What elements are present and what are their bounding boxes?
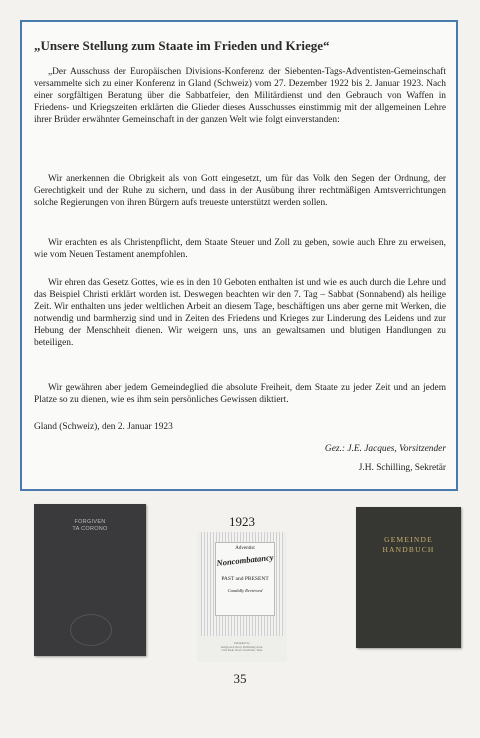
signature-prefix: Gez.:: [324, 444, 345, 454]
signature-chairman-name: J.E. Jacques, Vorsitzender: [347, 444, 446, 454]
book-right-title: GEMEINDE HANDBUCH: [382, 535, 435, 554]
paragraph-intro: „Der Ausschuss der Europäischen Divisions-Konferenz der Siebenten-Tags-Adventisten-Gemeinschaft versammelte sich zu einer Konferenz in Gland (Schweiz) vom 27. Dezember 1922 bis 2. Januar 1923. Nach einer sorgfältigen Beratung über die Sabbatfeier, den Militärdienst und den Gebrauch von Waffen in Friedens- und Kriegszeiten erklärten die Glieder dieses Ausschusses einstimmig mit der allgemeinen Lehre ihrer Brüder erwähnter Gemeinschaft in der ganzen Welt wie folgt einverstanden:: [34, 67, 446, 125]
cover-publisher: Published by Religious Liberty Publishing Assn. 1104 Main Street, Nashville, Tenn.: [220, 641, 263, 653]
place-date: Gland (Schweiz), den 2. Januar 1923: [34, 422, 173, 432]
cover-line-past-present: PAST and PRESENT: [221, 576, 269, 582]
book-left-title: FORGIVEN TA CORONO: [72, 519, 108, 532]
paragraph-authority: Wir anerkennen die Obrigkeit als von Gott eingesetzt, um für das Volk den Segen der Ordnung, der Gerechtigkeit und der Ruhe zu sichern, und dass in der Ausübung ihrer rechtmäßigen Amtsverrichtungen solche Regierungen von ihren Bürgern aufs treueste unterstützt werden sollen.: [34, 174, 446, 208]
paragraph-freedom: Wir gewähren aber jedem Gemeindeglied die absolute Freiheit, dem Staate zu jeder Zeit und an jedem Platze so zu dienen, wie es ihm sein persönliches Gewissen diktiert.: [34, 383, 446, 405]
book-cover-center: [197, 532, 287, 662]
cover-line-noncombatancy: Noncombatancy: [216, 552, 274, 568]
book-cover-left: [34, 504, 146, 656]
cover-line-adventist: Adventist: [235, 546, 255, 551]
paragraph-sabbath: Wir ehren das Gesetz Gottes, wie es in den 10 Geboten enthalten ist und wie es auch durch die Lehre und das Beispiel Christi erklärt worden ist. Deswegen beachten wir den 7. Tag – Sabbat (Sonnabend) als heilige Zeit. Wir enthalten uns jeder weltlichen Arbeit an diesem Tage, beschäftigen uns aber gerne mit Werken, die notwendig und barmherzig sind und in Zeiten des Friedens und Krieges zur Linderung des Leidens und zur Hebung der Menschheit dienen. Wir weigern uns, uns an gewaltsamen und blutigen Handlungen zu beteiligen.: [34, 278, 446, 348]
signature-secretary: J.H. Schilling, Sekretär: [358, 463, 446, 473]
year-label: 1923: [229, 514, 255, 529]
cover-line-reviewed: Candidly Reviewed: [227, 588, 263, 593]
signature-chairman: [325, 443, 446, 455]
page-number: 35: [233, 671, 247, 686]
document-title: „Unsere Stellung zum Staate im Frieden und Kriege“: [34, 38, 330, 53]
emblem-icon: [70, 614, 112, 646]
paragraph-taxes: Wir erachten es als Christenpflicht, dem Staate Steuer und Zoll zu geben, sowie auch Ehre zu erweisen, wie vom Neuen Testament anempfohlen.: [34, 238, 446, 260]
cover-title-card: [215, 542, 275, 616]
book-cover-right: [356, 507, 461, 648]
